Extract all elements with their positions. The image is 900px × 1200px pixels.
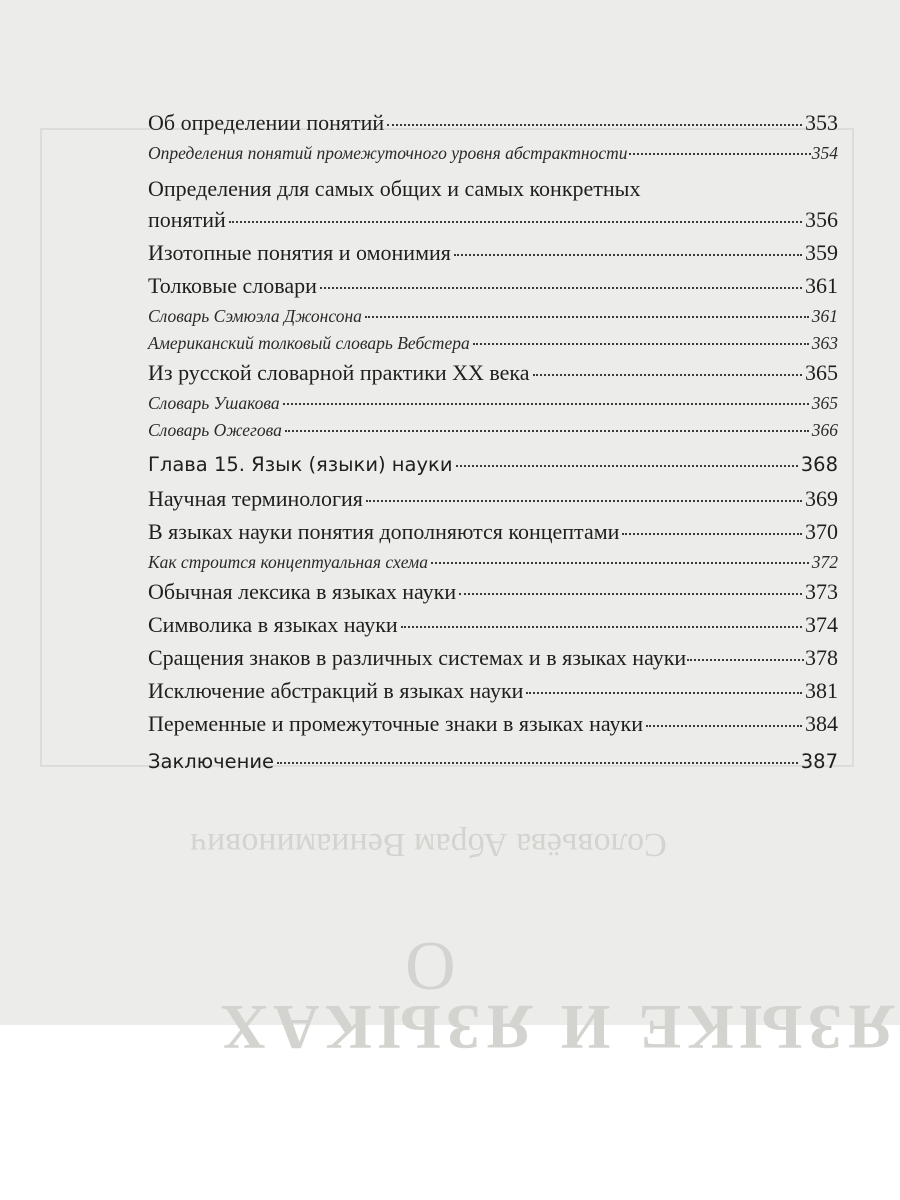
toc-entry-page: 384 (805, 711, 838, 736)
dot-leader (533, 374, 802, 376)
toc-entry-title: Изотопные понятия и омонимия (148, 240, 451, 265)
toc-entry (148, 110, 838, 143)
toc-entry-page: 365 (811, 393, 838, 413)
dot-leader (456, 465, 798, 467)
toc-conclusion (148, 750, 838, 783)
toc-entry-title: Словарь Ожегова (148, 420, 282, 440)
toc-entry-title: Об определении понятий (148, 110, 385, 135)
toc-entry-page: 374 (805, 612, 838, 637)
dot-leader (629, 153, 811, 155)
toc-entry-title: Из русской словарной практики XX века (148, 360, 530, 385)
dot-leader (687, 659, 804, 661)
dot-leader (431, 562, 809, 564)
toc-entry-wrapped (148, 176, 838, 240)
toc-entry (148, 645, 838, 678)
toc-entry (148, 273, 838, 306)
dot-leader (229, 221, 802, 223)
toc-entry-title-line2: понятий (148, 207, 226, 232)
toc-subentry (148, 306, 838, 333)
toc-entry (148, 711, 838, 744)
dot-leader (366, 500, 802, 502)
dot-leader (646, 725, 802, 727)
toc-entry-page: 368 (800, 453, 838, 476)
toc-entry-title: Исключение абстракций в языках науки (148, 678, 524, 703)
toc-entry-page: 361 (811, 306, 838, 326)
toc-entry-title: Переменные и промежуточные знаки в языках науки (148, 711, 644, 736)
dot-leader (401, 626, 802, 628)
toc-entry (148, 678, 838, 711)
toc-chapter-heading (148, 453, 838, 486)
toc-entry-page: 370 (805, 519, 838, 544)
toc-entry-title: Глава 15. Язык (языки) науки (148, 453, 453, 476)
toc-subentry (148, 420, 838, 447)
toc-entry-page: 378 (805, 645, 838, 670)
toc-entry (148, 360, 838, 393)
toc-entry-continuation (148, 207, 838, 240)
bleed-big-letter: О (405, 927, 456, 1004)
toc-entry-page: 373 (805, 579, 838, 604)
dot-leader (454, 254, 802, 256)
toc-subentry (148, 143, 838, 170)
toc-subentry (148, 552, 838, 579)
toc-entry-page: 363 (811, 333, 838, 353)
toc-entry-page: 361 (805, 273, 838, 298)
dot-leader (387, 124, 802, 126)
dot-leader (526, 692, 802, 694)
toc-entry-title: Определения понятий промежуточного уровня абстрактности (148, 143, 628, 163)
toc-entry-page: 359 (805, 240, 838, 265)
toc-entry-page: 353 (805, 110, 838, 135)
toc-entry-title-line1: Определения для самых общих и самых конкретных (148, 176, 641, 201)
toc-entry-page: 366 (811, 420, 838, 440)
toc-entry-title: Словарь Ушакова (148, 393, 280, 413)
toc-entry-title: Как строится концептуальная схема (148, 552, 428, 572)
toc-entry (148, 486, 838, 519)
toc-entry-page: 365 (805, 360, 838, 385)
bleed-bottom-title: ЯЗЫКЕ И ЯЗЫКАХ (215, 992, 895, 1063)
toc-entry-title: Научная терминология (148, 486, 363, 511)
toc-entry-title: Толковые словари (148, 273, 317, 298)
toc-entry-title: В языках науки понятия дополняются концептами (148, 519, 620, 544)
toc-entry-page: 381 (805, 678, 838, 703)
dot-leader (459, 593, 802, 595)
bleed-author-text: Соловьёва Абрам Вениаминович (190, 826, 667, 863)
toc-entry-page: 354 (811, 143, 838, 163)
toc-entry-title: Словарь Сэмюэла Джонсона (148, 306, 362, 326)
toc-entry-title: Американский толковый словарь Вебстера (148, 333, 470, 353)
dot-leader (285, 430, 809, 432)
dot-leader (320, 287, 802, 289)
toc-entry (148, 519, 838, 552)
toc-entry-page: 369 (805, 486, 838, 511)
dot-leader (277, 762, 798, 764)
toc-entry-title: Сращения знаков в различных системах и в языках науки (148, 645, 687, 670)
toc-entry-page: 372 (811, 552, 838, 572)
toc-entry-page: 387 (800, 750, 838, 773)
dot-leader (473, 343, 809, 345)
toc-entry-title: Символика в языках науки (148, 612, 398, 637)
toc-entry-title: Обычная лексика в языках науки (148, 579, 457, 604)
toc-entry-page: 356 (805, 207, 838, 232)
toc-entry (148, 240, 838, 273)
dot-leader (622, 533, 802, 535)
dot-leader (283, 403, 809, 405)
toc-entry (148, 579, 838, 612)
toc-entry-title: Заключение (148, 750, 275, 773)
table-of-contents (148, 110, 838, 783)
toc-entry (148, 612, 838, 645)
toc-subentry (148, 333, 838, 360)
dot-leader (365, 316, 809, 318)
toc-subentry (148, 393, 838, 420)
